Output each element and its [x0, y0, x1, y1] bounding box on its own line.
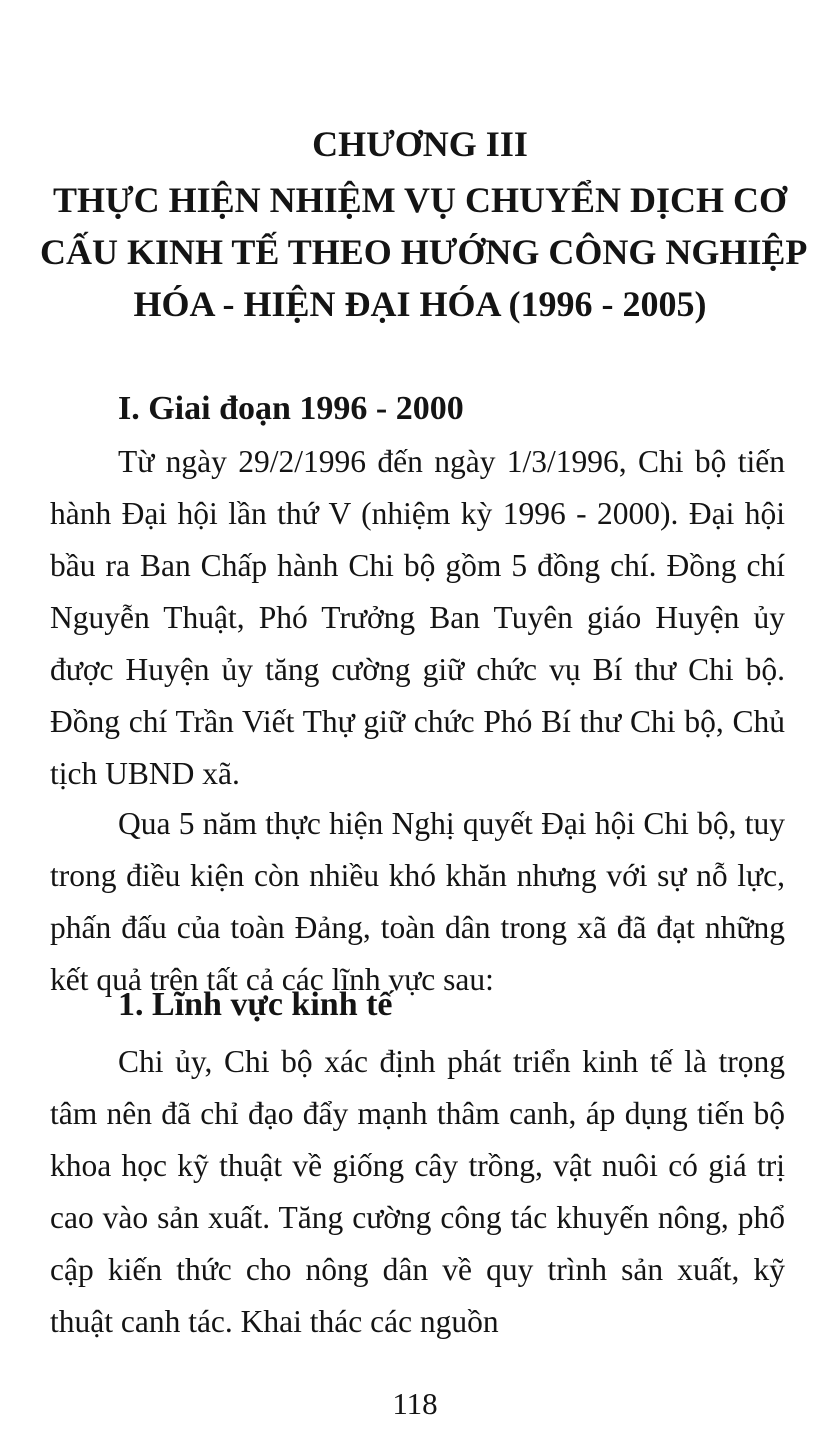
- body-paragraph: Qua 5 năm thực hiện Nghị quyết Đại hội Chi bộ, tuy trong điều kiện còn nhiều khó khăn nhưng với sự nỗ lực, phấn đấu của toàn Đảng, toàn dân trong xã đã đạt những kết quả trên tất cả các lĩnh vực sau:: [50, 806, 785, 997]
- chapter-title-line-3: HÓA - HIỆN ĐẠI HÓA (1996 - 2005): [133, 284, 707, 324]
- subsection-heading: 1. Lĩnh vực kinh tế: [118, 986, 393, 1023]
- body-paragraph: Chi ủy, Chi bộ xác định phát triển kinh tế là trọng tâm nên đã chỉ đạo đẩy mạnh thâm canh, áp dụng tiến bộ khoa học kỹ thuật về giống cây trồng, vật nuôi có giá trị cao vào sản xuất. Tăng cường công tác khuyến nông, phổ cập kiến thức cho nông dân về quy trình sản xuất, kỹ thuật canh tác. Khai thác các nguồn: [50, 1044, 785, 1339]
- chapter-title-line-1: THỰC HIỆN NHIỆM VỤ CHUYỂN DỊCH CƠ: [52, 180, 788, 220]
- body-paragraph: Từ ngày 29/2/1996 đến ngày 1/3/1996, Chi bộ tiến hành Đại hội lần thứ V (nhiệm kỳ 1996 - 2000). Đại hội bầu ra Ban Chấp hành Chi bộ gồm 5 đồng chí. Đồng chí Nguyễn Thuật, Phó Trưởng Ban Tuyên giáo Huyện ủy được Huyện ủy tăng cường giữ chức vụ Bí thư Chi bộ. Đồng chí Trần Viết Thự giữ chức Phó Bí thư Chi bộ, Chủ tịch UBND xã.: [50, 444, 785, 791]
- page-number: 118: [392, 1386, 438, 1421]
- section-heading: I. Giai đoạn 1996 - 2000: [118, 390, 464, 427]
- chapter-title-line-2: CẤU KINH TẾ THEO HƯỚNG CÔNG NGHIỆP: [40, 232, 808, 272]
- chapter-label: CHƯƠNG III: [312, 124, 528, 164]
